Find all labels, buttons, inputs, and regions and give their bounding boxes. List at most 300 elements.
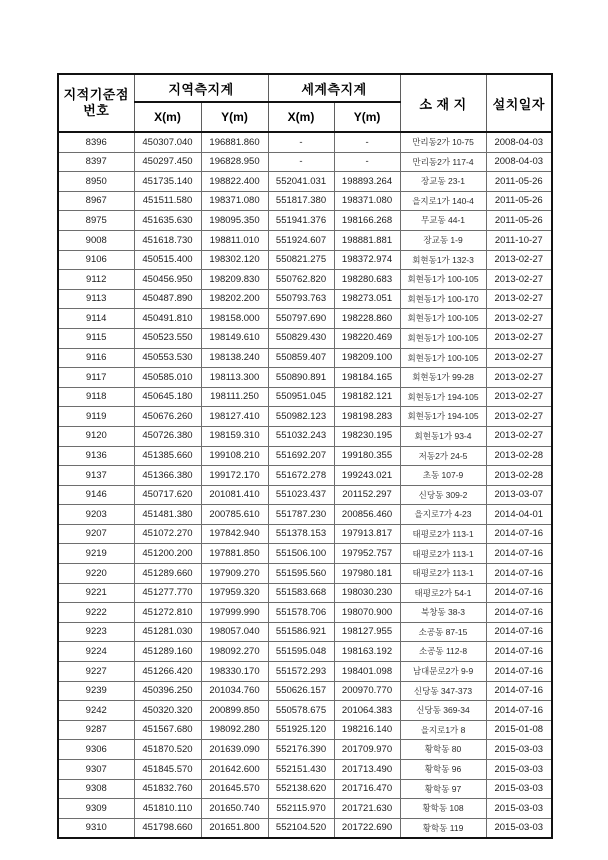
table-row (58, 407, 552, 427)
local-x-cell: 450676.260 (134, 407, 201, 427)
world-x-cell: 550821.275 (268, 250, 334, 270)
world-y-cell: 197913.817 (334, 524, 400, 544)
table-row (58, 544, 552, 564)
install-date-cell: 2008-04-03 (486, 132, 552, 152)
world-x-cell: 552115.970 (268, 799, 334, 819)
point-no-cell: 8967 (58, 191, 134, 211)
point-no-cell: 9242 (58, 701, 134, 721)
world-x-cell: 550762.820 (268, 270, 334, 290)
local-y-cell: 198111.250 (201, 387, 268, 407)
local-x-cell: 450297.450 (134, 152, 201, 172)
local-y-cell: 199172.170 (201, 466, 268, 486)
local-y-cell: 201639.090 (201, 740, 268, 760)
local-y-cell: 198209.830 (201, 270, 268, 290)
local-x-cell: 451567.680 (134, 720, 201, 740)
point-no-cell: 9207 (58, 524, 134, 544)
install-date-cell: 2008-04-03 (486, 152, 552, 172)
install-date-cell: 2013-02-27 (486, 387, 552, 407)
world-x-cell: 550578.675 (268, 701, 334, 721)
local-y-cell: 198158.000 (201, 309, 268, 329)
world-y-cell: 198371.080 (334, 191, 400, 211)
point-no-cell: 9306 (58, 740, 134, 760)
install-date-cell: 2013-02-27 (486, 348, 552, 368)
location-cell: 황학동 80 (400, 740, 486, 760)
table-row (58, 485, 552, 505)
world-y-cell: 200856.460 (334, 505, 400, 525)
local-x-cell: 451635.630 (134, 211, 201, 231)
install-date-cell: 2013-02-28 (486, 446, 552, 466)
world-y-cell: 198881.881 (334, 230, 400, 250)
local-y-cell: 198811.010 (201, 230, 268, 250)
location-cell: 태평로2가 54-1 (400, 583, 486, 603)
install-date-cell: 2015-03-03 (486, 799, 552, 819)
header-point-no-line2: 번호 (83, 103, 110, 118)
point-no-cell: 9287 (58, 720, 134, 740)
world-y-cell: 198230.195 (334, 426, 400, 446)
table-row (58, 681, 552, 701)
install-date-cell: 2013-02-27 (486, 407, 552, 427)
local-y-cell: 200899.850 (201, 701, 268, 721)
point-no-cell: 9136 (58, 446, 134, 466)
location-cell: 황학동 97 (400, 779, 486, 799)
table-row (58, 172, 552, 192)
local-y-cell: 198302.120 (201, 250, 268, 270)
install-date-cell: 2014-07-16 (486, 544, 552, 564)
world-y-cell: 198184.165 (334, 368, 400, 388)
world-x-cell: 550982.123 (268, 407, 334, 427)
point-no-cell: 8397 (58, 152, 134, 172)
world-x-cell: 551817.380 (268, 191, 334, 211)
local-y-cell: 197881.850 (201, 544, 268, 564)
world-y-cell: 200970.770 (334, 681, 400, 701)
local-x-cell: 451735.140 (134, 172, 201, 192)
local-y-cell: 198057.040 (201, 622, 268, 642)
table-row (58, 564, 552, 584)
world-x-cell: 551941.376 (268, 211, 334, 231)
install-date-cell: 2011-05-26 (486, 191, 552, 211)
install-date-cell: 2013-02-27 (486, 328, 552, 348)
local-x-cell: 450726.380 (134, 426, 201, 446)
table-row (58, 270, 552, 290)
local-x-cell: 451200.200 (134, 544, 201, 564)
world-x-cell: 551586.921 (268, 622, 334, 642)
local-x-cell: 451366.380 (134, 466, 201, 486)
local-x-cell: 451618.730 (134, 230, 201, 250)
local-y-cell: 196828.950 (201, 152, 268, 172)
install-date-cell: 2014-07-16 (486, 642, 552, 662)
install-date-cell: 2011-10-27 (486, 230, 552, 250)
world-y-cell: 198127.955 (334, 622, 400, 642)
local-x-cell: 451870.520 (134, 740, 201, 760)
local-x-cell: 450515.400 (134, 250, 201, 270)
world-x-cell: 551583.668 (268, 583, 334, 603)
world-y-cell: 201722.690 (334, 818, 400, 838)
world-y-cell: 201713.490 (334, 760, 400, 780)
local-x-cell: 450585.010 (134, 368, 201, 388)
local-x-cell: 450553.530 (134, 348, 201, 368)
world-y-cell: 199180.355 (334, 446, 400, 466)
table-row (58, 191, 552, 211)
world-y-cell: 201152.297 (334, 485, 400, 505)
table-row (58, 230, 552, 250)
table-row (58, 701, 552, 721)
install-date-cell: 2011-05-26 (486, 211, 552, 231)
world-x-cell: 551925.120 (268, 720, 334, 740)
local-y-cell: 201642.600 (201, 760, 268, 780)
location-cell: 회현동1가 100-105 (400, 328, 486, 348)
control-point-table (57, 73, 553, 839)
point-no-cell: 9307 (58, 760, 134, 780)
world-x-cell: 551578.706 (268, 603, 334, 623)
local-y-cell: 201645.570 (201, 779, 268, 799)
location-cell: 회현동1가 194-105 (400, 407, 486, 427)
world-x-cell: 552104.520 (268, 818, 334, 838)
local-y-cell: 198092.280 (201, 720, 268, 740)
location-cell: 소공동 87-15 (400, 622, 486, 642)
table-row (58, 603, 552, 623)
world-x-cell: 551506.100 (268, 544, 334, 564)
location-cell: 회현동1가 100-105 (400, 270, 486, 290)
point-no-cell: 9106 (58, 250, 134, 270)
point-no-cell: 9114 (58, 309, 134, 329)
local-y-cell: 200785.610 (201, 505, 268, 525)
world-y-cell: 198280.683 (334, 270, 400, 290)
local-x-cell: 450456.950 (134, 270, 201, 290)
table-row (58, 799, 552, 819)
location-cell: 신당동 347-373 (400, 681, 486, 701)
header-install-date: 설치일자 (486, 74, 552, 132)
table-row (58, 309, 552, 329)
world-y-cell: 198893.264 (334, 172, 400, 192)
table-row (58, 740, 552, 760)
location-cell: 황학동 96 (400, 760, 486, 780)
world-y-cell: - (334, 132, 400, 152)
point-no-cell: 9239 (58, 681, 134, 701)
location-cell: 태평로2가 113-1 (400, 524, 486, 544)
point-no-cell: 9116 (58, 348, 134, 368)
point-no-cell: 9115 (58, 328, 134, 348)
world-x-cell: 551032.243 (268, 426, 334, 446)
table-row (58, 622, 552, 642)
install-date-cell: 2013-02-27 (486, 368, 552, 388)
point-no-cell: 9223 (58, 622, 134, 642)
world-x-cell: 550797.690 (268, 309, 334, 329)
location-cell: 남대문로2가 9-9 (400, 662, 486, 682)
world-y-cell: 198070.900 (334, 603, 400, 623)
location-cell: 만리동2가 10-75 (400, 132, 486, 152)
install-date-cell: 2014-07-16 (486, 583, 552, 603)
location-cell: 을지로1가 8 (400, 720, 486, 740)
local-y-cell: 198095.350 (201, 211, 268, 231)
local-y-cell: 197999.990 (201, 603, 268, 623)
local-y-cell: 197842.940 (201, 524, 268, 544)
local-x-cell: 451266.420 (134, 662, 201, 682)
table-row (58, 720, 552, 740)
point-no-cell: 9120 (58, 426, 134, 446)
world-x-cell: 551595.560 (268, 564, 334, 584)
world-y-cell: - (334, 152, 400, 172)
location-cell: 저동2가 24-5 (400, 446, 486, 466)
header-world-x: X(m) (268, 102, 334, 132)
world-x-cell: 550951.045 (268, 387, 334, 407)
location-cell: 을지로7가 4-23 (400, 505, 486, 525)
local-y-cell: 197959.320 (201, 583, 268, 603)
local-x-cell: 450307.040 (134, 132, 201, 152)
location-cell: 회현동1가 93-4 (400, 426, 486, 446)
install-date-cell: 2014-07-16 (486, 662, 552, 682)
local-x-cell: 450491.810 (134, 309, 201, 329)
header-local-x: X(m) (134, 102, 201, 132)
local-y-cell: 198127.410 (201, 407, 268, 427)
local-y-cell: 198138.240 (201, 348, 268, 368)
table-row (58, 524, 552, 544)
install-date-cell: 2015-03-03 (486, 740, 552, 760)
table-header (58, 74, 552, 132)
world-y-cell: 198216.140 (334, 720, 400, 740)
location-cell: 태평로2가 113-1 (400, 544, 486, 564)
local-x-cell: 451281.030 (134, 622, 201, 642)
table-row (58, 132, 552, 152)
local-y-cell: 196881.860 (201, 132, 268, 152)
world-x-cell: 551595.048 (268, 642, 334, 662)
point-no-cell: 9221 (58, 583, 134, 603)
point-no-cell: 9220 (58, 564, 134, 584)
header-row-top (58, 74, 552, 102)
point-no-cell: 8950 (58, 172, 134, 192)
world-y-cell: 198220.469 (334, 328, 400, 348)
install-date-cell: 2013-03-07 (486, 485, 552, 505)
world-x-cell: 550829.430 (268, 328, 334, 348)
world-x-cell: 552041.031 (268, 172, 334, 192)
world-x-cell: 551572.293 (268, 662, 334, 682)
install-date-cell: 2015-01-08 (486, 720, 552, 740)
world-x-cell: 552176.390 (268, 740, 334, 760)
location-cell: 황학동 119 (400, 818, 486, 838)
control-point-table-wrap (57, 73, 553, 839)
table-row (58, 211, 552, 231)
world-y-cell: 199243.021 (334, 466, 400, 486)
local-y-cell: 198159.310 (201, 426, 268, 446)
point-no-cell: 9146 (58, 485, 134, 505)
table-row (58, 152, 552, 172)
install-date-cell: 2013-02-27 (486, 309, 552, 329)
install-date-cell: 2013-02-27 (486, 270, 552, 290)
world-y-cell: 201721.630 (334, 799, 400, 819)
point-no-cell: 9137 (58, 466, 134, 486)
local-y-cell: 198822.400 (201, 172, 268, 192)
table-row (58, 250, 552, 270)
world-x-cell: 550626.157 (268, 681, 334, 701)
local-y-cell: 198113.300 (201, 368, 268, 388)
install-date-cell: 2011-05-26 (486, 172, 552, 192)
point-no-cell: 9310 (58, 818, 134, 838)
install-date-cell: 2013-02-27 (486, 426, 552, 446)
install-date-cell: 2015-03-03 (486, 779, 552, 799)
local-x-cell: 450487.890 (134, 289, 201, 309)
table-row (58, 583, 552, 603)
local-x-cell: 451072.270 (134, 524, 201, 544)
local-y-cell: 201034.760 (201, 681, 268, 701)
install-date-cell: 2014-07-16 (486, 603, 552, 623)
table-row (58, 446, 552, 466)
world-y-cell: 198209.100 (334, 348, 400, 368)
install-date-cell: 2014-07-16 (486, 681, 552, 701)
local-y-cell: 197909.270 (201, 564, 268, 584)
point-no-cell: 9227 (58, 662, 134, 682)
local-y-cell: 201650.740 (201, 799, 268, 819)
point-no-cell: 8975 (58, 211, 134, 231)
table-body (58, 132, 552, 838)
local-x-cell: 451385.660 (134, 446, 201, 466)
world-y-cell: 201709.970 (334, 740, 400, 760)
point-no-cell: 9308 (58, 779, 134, 799)
install-date-cell: 2014-07-16 (486, 524, 552, 544)
point-no-cell: 9222 (58, 603, 134, 623)
local-x-cell: 451481.380 (134, 505, 201, 525)
location-cell: 회현동1가 132-3 (400, 250, 486, 270)
world-y-cell: 201064.383 (334, 701, 400, 721)
point-no-cell: 8396 (58, 132, 134, 152)
local-y-cell: 198330.170 (201, 662, 268, 682)
install-date-cell: 2013-02-28 (486, 466, 552, 486)
local-x-cell: 451272.810 (134, 603, 201, 623)
world-x-cell: - (268, 152, 334, 172)
table-row (58, 426, 552, 446)
table-row (58, 662, 552, 682)
point-no-cell: 9112 (58, 270, 134, 290)
point-no-cell: 9119 (58, 407, 134, 427)
location-cell: 장교동 1-9 (400, 230, 486, 250)
world-y-cell: 197980.181 (334, 564, 400, 584)
local-x-cell: 451845.570 (134, 760, 201, 780)
table-row (58, 328, 552, 348)
point-no-cell: 9117 (58, 368, 134, 388)
local-x-cell: 451810.110 (134, 799, 201, 819)
local-x-cell: 451289.660 (134, 564, 201, 584)
table-row (58, 289, 552, 309)
world-y-cell: 198401.098 (334, 662, 400, 682)
table-row (58, 466, 552, 486)
local-x-cell: 450645.180 (134, 387, 201, 407)
location-cell: 회현동1가 100-105 (400, 309, 486, 329)
local-x-cell: 451277.770 (134, 583, 201, 603)
install-date-cell: 2013-02-27 (486, 250, 552, 270)
local-y-cell: 201081.410 (201, 485, 268, 505)
location-cell: 북창동 38-3 (400, 603, 486, 623)
table-row (58, 505, 552, 525)
location-cell: 황학동 108 (400, 799, 486, 819)
header-point-no-line1: 지적기준점 (63, 86, 129, 102)
world-x-cell: 551924.607 (268, 230, 334, 250)
install-date-cell: 2014-07-16 (486, 622, 552, 642)
point-no-cell: 9224 (58, 642, 134, 662)
local-y-cell: 201651.800 (201, 818, 268, 838)
local-x-cell: 450717.620 (134, 485, 201, 505)
install-date-cell: 2015-03-03 (486, 760, 552, 780)
world-x-cell: 551787.230 (268, 505, 334, 525)
point-no-cell: 9113 (58, 289, 134, 309)
world-x-cell: 552151.430 (268, 760, 334, 780)
location-cell: 회현동1가 194-105 (400, 387, 486, 407)
location-cell: 회현동1가 100-170 (400, 289, 486, 309)
local-y-cell: 198149.610 (201, 328, 268, 348)
location-cell: 신당동 309-2 (400, 485, 486, 505)
location-cell: 소공동 112-8 (400, 642, 486, 662)
local-x-cell: 450396.250 (134, 681, 201, 701)
location-cell: 장교동 23-1 (400, 172, 486, 192)
world-y-cell: 198163.192 (334, 642, 400, 662)
table-row (58, 387, 552, 407)
local-x-cell: 451798.660 (134, 818, 201, 838)
install-date-cell: 2014-07-16 (486, 701, 552, 721)
install-date-cell: 2014-07-16 (486, 564, 552, 584)
header-location: 소 재 지 (400, 74, 486, 132)
table-row (58, 818, 552, 838)
world-x-cell: 552138.620 (268, 779, 334, 799)
world-x-cell: - (268, 132, 334, 152)
location-cell: 회현동1가 100-105 (400, 348, 486, 368)
header-local-y: Y(m) (201, 102, 268, 132)
point-no-cell: 9219 (58, 544, 134, 564)
world-x-cell: 551672.278 (268, 466, 334, 486)
table-row (58, 779, 552, 799)
location-cell: 회현동1가 99-28 (400, 368, 486, 388)
world-y-cell: 198030.230 (334, 583, 400, 603)
local-y-cell: 198092.270 (201, 642, 268, 662)
install-date-cell: 2014-04-01 (486, 505, 552, 525)
location-cell: 신당동 369-34 (400, 701, 486, 721)
local-y-cell: 199108.210 (201, 446, 268, 466)
world-y-cell: 198198.283 (334, 407, 400, 427)
world-y-cell: 198228.860 (334, 309, 400, 329)
header-local-system: 지역측지계 (134, 74, 268, 102)
world-y-cell: 197952.757 (334, 544, 400, 564)
point-no-cell: 9008 (58, 230, 134, 250)
local-x-cell: 451832.760 (134, 779, 201, 799)
local-x-cell: 451511.580 (134, 191, 201, 211)
point-no-cell: 9203 (58, 505, 134, 525)
point-no-cell: 9118 (58, 387, 134, 407)
location-cell: 을지로1가 140-4 (400, 191, 486, 211)
world-y-cell: 198372.974 (334, 250, 400, 270)
install-date-cell: 2013-02-27 (486, 289, 552, 309)
point-no-cell: 9309 (58, 799, 134, 819)
location-cell: 태평로2가 113-1 (400, 564, 486, 584)
world-x-cell: 551023.437 (268, 485, 334, 505)
world-x-cell: 550859.407 (268, 348, 334, 368)
table-row (58, 760, 552, 780)
location-cell: 초동 107-9 (400, 466, 486, 486)
location-cell: 무교동 44-1 (400, 211, 486, 231)
world-x-cell: 550890.891 (268, 368, 334, 388)
header-world-system: 세계측지계 (268, 74, 400, 102)
local-x-cell: 451289.160 (134, 642, 201, 662)
header-point-no (58, 74, 134, 132)
world-y-cell: 198182.121 (334, 387, 400, 407)
location-cell: 만리동2가 117-4 (400, 152, 486, 172)
local-y-cell: 198371.080 (201, 191, 268, 211)
table-row (58, 348, 552, 368)
header-world-y: Y(m) (334, 102, 400, 132)
world-y-cell: 201716.470 (334, 779, 400, 799)
local-x-cell: 450320.320 (134, 701, 201, 721)
world-x-cell: 551692.207 (268, 446, 334, 466)
world-x-cell: 551378.153 (268, 524, 334, 544)
local-x-cell: 450523.550 (134, 328, 201, 348)
local-y-cell: 198202.200 (201, 289, 268, 309)
world-x-cell: 550793.763 (268, 289, 334, 309)
table-row (58, 368, 552, 388)
